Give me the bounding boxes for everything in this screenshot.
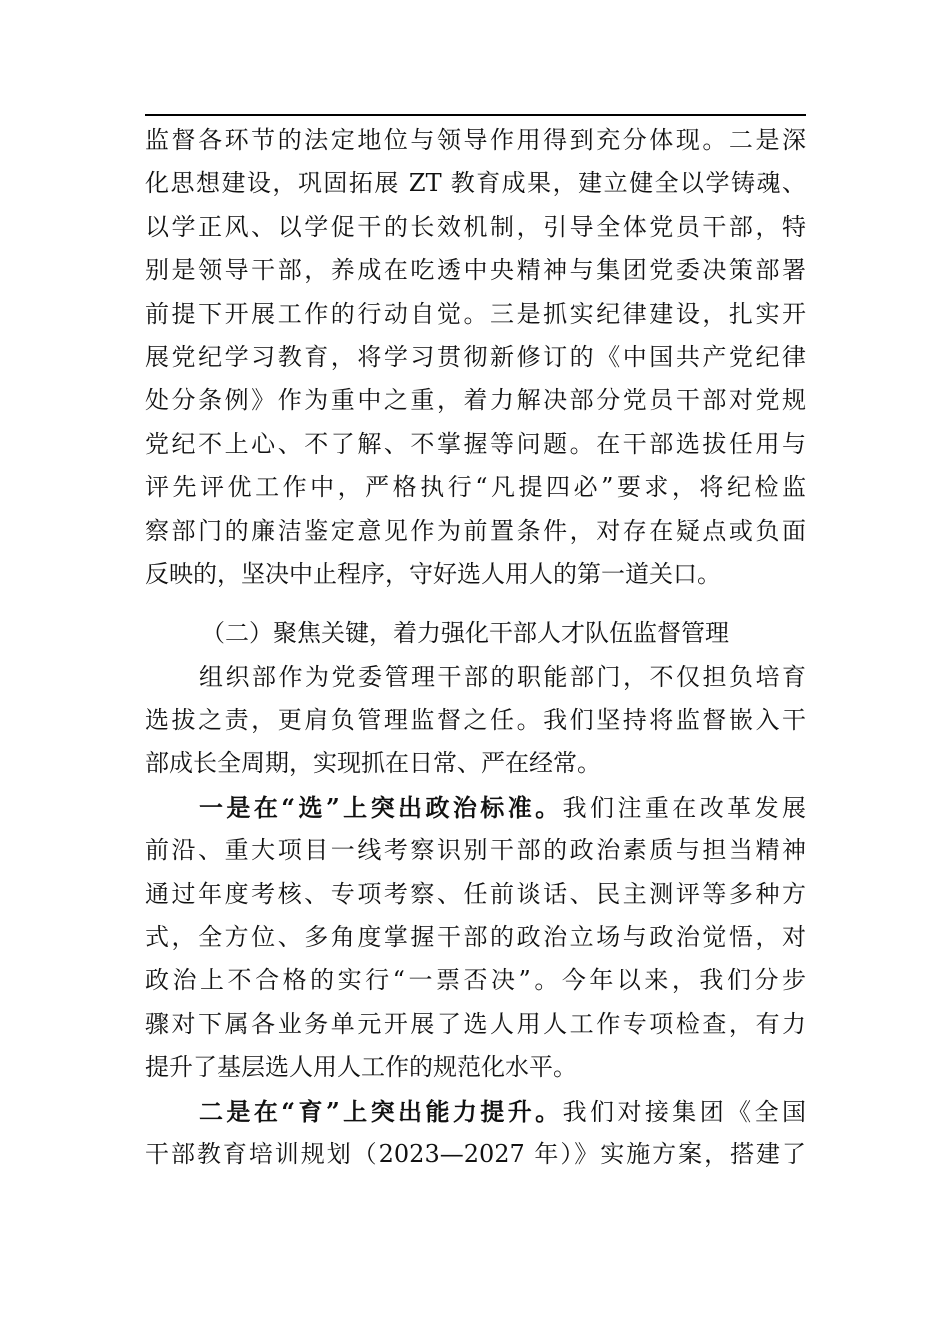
text-line: 展党纪学习教育，将学习贯彻新修订的《中国共产党纪律 <box>145 342 806 371</box>
text-line: 处分条例》作为重中之重，着力解决部分党员干部对党规 <box>145 386 806 415</box>
text-line: 骤对下属各业务单元开展了选人用人工作专项检查，有力 <box>145 1009 806 1038</box>
text-line: 组织部作为党委管理干部的职能部门，不仅担负培育 <box>199 662 806 691</box>
text-line: 前沿、重大项目一线考察识别干部的政治素质与担当精神 <box>145 836 806 865</box>
line-rest: 我们对接集团《全国 <box>562 1097 807 1126</box>
text-line: 政治上不合格的实行“一票否决”。今年以来，我们分步 <box>145 966 806 995</box>
text-line: 化思想建设，巩固拓展 ZT 教育成果，建立健全以学铸魂、 <box>145 169 806 198</box>
section-heading: （二）聚焦关键，着力强化干部人才队伍监督管理 <box>201 619 729 648</box>
text-line: 部成长全周期，实现抓在日常、严在经常。 <box>145 749 601 778</box>
text-line: 选拔之责，更肩负管理监督之任。我们坚持将监督嵌入干 <box>145 706 806 735</box>
header-rule <box>145 114 806 116</box>
text-line: 反映的，坚决中止程序，守好选人用人的第一道关口。 <box>145 559 721 588</box>
text-line: 察部门的廉洁鉴定意见作为前置条件，对存在疑点或负面 <box>145 516 806 545</box>
text-line: 别是领导干部，养成在吃透中央精神与集团党委决策部署 <box>145 256 806 285</box>
text-line: 党纪不上心、不了解、不掌握等问题。在干部选拔任用与 <box>145 429 806 458</box>
document-body <box>145 119 806 1176</box>
text-line: 前提下开展工作的行动自觉。三是抓实纪律建设，扎实开 <box>145 299 806 328</box>
line-rest: 我们注重在改革发展 <box>562 793 807 822</box>
text-line: 以学正风、以学促干的长效机制，引导全体党员干部，特 <box>145 212 806 241</box>
text-line: 式，全方位、多角度掌握干部的政治立场与政治觉悟，对 <box>145 923 806 952</box>
text-line: 监督各环节的法定地位与领导作用得到充分体现。二是深 <box>145 126 806 154</box>
text-line <box>145 786 806 829</box>
text-line: 干部教育培训规划（2023—2027 年）》实施方案，搭建了 <box>145 1139 806 1168</box>
text-line: 通过年度考核、专项考察、任前谈话、民主测评等多种方 <box>145 879 806 908</box>
bold-lead: 一是在“选”上突出政治标准。 <box>199 792 563 822</box>
bold-lead: 二是在“育”上突出能力提升。 <box>199 1096 563 1126</box>
text-line: 评先评优工作中，严格执行“凡提四必”要求，将纪检监 <box>145 473 806 502</box>
text-line: 提升了基层选人用人工作的规范化水平。 <box>145 1053 577 1082</box>
text-line <box>145 1090 806 1133</box>
